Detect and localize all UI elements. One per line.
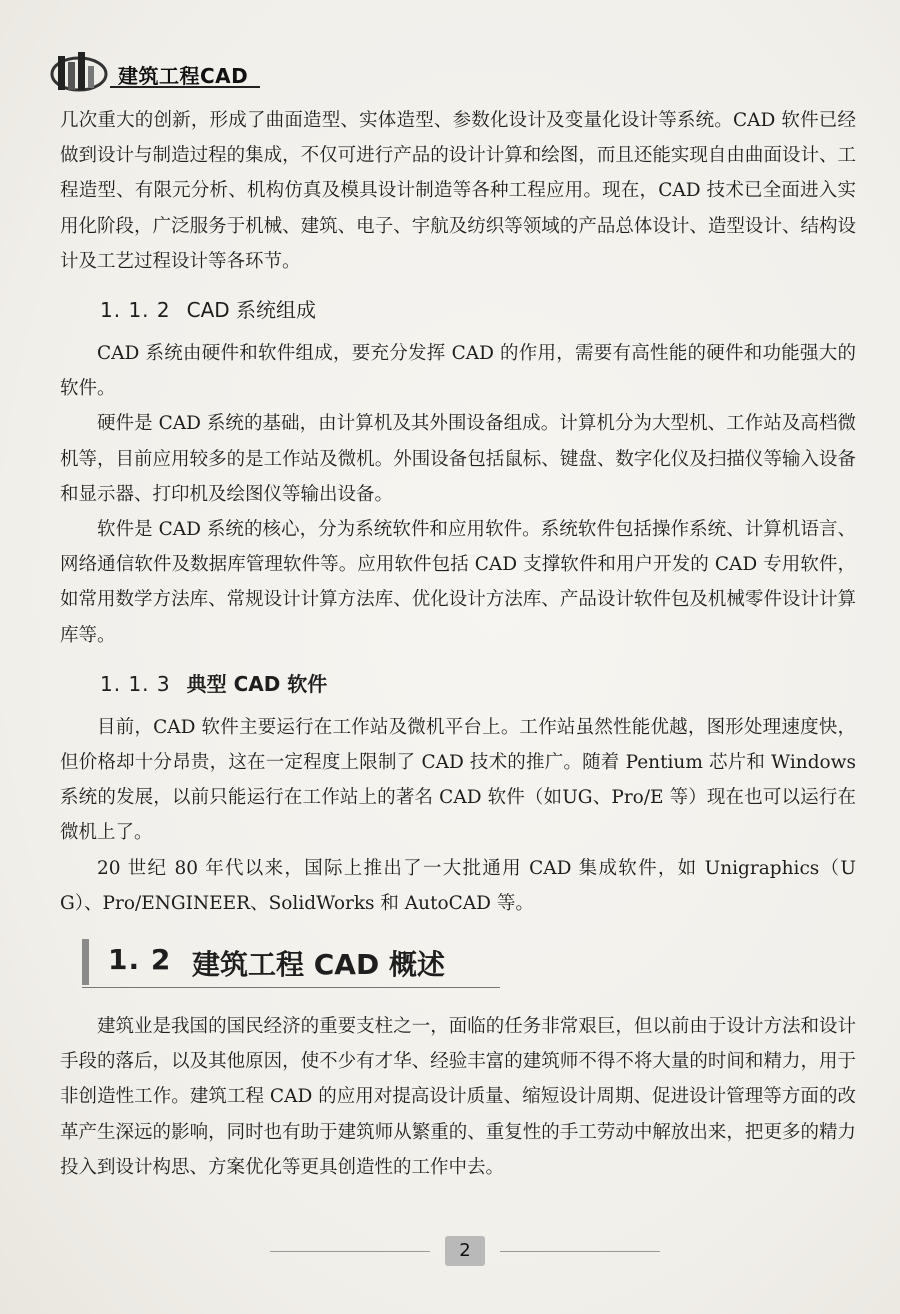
section-number: 1. 2 — [108, 943, 172, 977]
page-number: 2 — [445, 1236, 485, 1266]
subsection-title: 典型 CAD 软件 — [186, 671, 328, 696]
paragraph: 硬件是 CAD 系统的基础，由计算机及其外围设备组成。计算机分为大型机、工作站及高档微机等，目前应用较多的是工作站及微机。外围设备包括鼠标、键盘、数字化仪及扫描仪等输入设备和显示器、打印机及绘图仪等输出设备。 — [60, 413, 856, 505]
subsection-title: CAD 系统组成 — [186, 298, 317, 323]
footer-rule-right — [500, 1251, 660, 1252]
section-marker-bar — [82, 939, 89, 985]
subsection-number: 1. 1. 3 — [100, 671, 171, 696]
page-body — [60, 103, 856, 1185]
book-title: 建筑工程CAD — [118, 64, 249, 88]
book-logo-icon — [48, 50, 110, 96]
subsection-heading-1-1-2 — [100, 293, 856, 328]
paragraph: 几次重大的创新，形成了曲面造型、实体造型、参数化设计及变量化设计等系统。CAD 软件已经做到设计与制造过程的集成，不仅可进行产品的设计计算和绘图，而且还能实现自由曲面设计、工程造型、有限元分析、机构仿真及模具设计制造等各种工程应用。现在，CAD 技术已全面进入实用化阶段，广泛服务于机械、建筑、电子、宇航及纺织等领域的产品总体设计、造型设计、结构设计及工艺过程设计等各环节。 — [60, 110, 856, 272]
paragraph: 软件是 CAD 系统的核心，分为系统软件和应用软件。系统软件包括操作系统、计算机语言、网络通信软件及数据库管理软件等。应用软件包括 CAD 支撑软件和用户开发的 CAD 专用软件，如常用数学方法库、常规设计计算方法库、优化设计方法库、产品设计软件包及机械零件设计计算库等。 — [60, 519, 856, 646]
subsection-heading-1-1-3 — [100, 667, 856, 702]
section-heading-1-2 — [60, 933, 856, 995]
paragraph: 20 世纪 80 年代以来，国际上推出了一大批通用 CAD 集成软件，如 Unigraphics（UG）、Pro/ENGINEER、SolidWorks 和 AutoCAD 等。 — [60, 857, 856, 914]
paragraph: 目前，CAD 软件主要运行在工作站及微机平台上。工作站虽然性能优越，图形处理速度快，但价格却十分昂贵，这在一定程度上限制了 CAD 技术的推广。随着 Pentium 芯片和 Windows 系统的发展，以前只能运行在工作站上的著名 CAD 软件（如UG、Pro/E 等）现在也可以运行在微机上了。 — [60, 716, 856, 844]
section-title: 建筑工程 CAD 概述 — [192, 948, 445, 982]
running-header — [48, 50, 258, 96]
paragraph: CAD 系统由硬件和软件组成，要充分发挥 CAD 的作用，需要有高性能的硬件和功能强大的软件。 — [60, 343, 856, 400]
footer-rule-left — [270, 1251, 430, 1252]
section-underline — [82, 987, 500, 988]
page-footer — [270, 1234, 660, 1268]
paragraph: 建筑业是我国的国民经济的重要支柱之一，面临的任务非常艰巨，但以前由于设计方法和设计手段的落后，以及其他原因，使不少有才华、经验丰富的建筑师不得不将大量的时间和精力，用于非创造性工作。建筑工程 CAD 的应用对提高设计质量、缩短设计周期、促进设计管理等方面的改革产生深远的影响，同时也有助于建筑师从繁重的、重复性的手工劳动中解放出来，把更多的精力投入到设计构思、方案优化等更具创造性的工作中去。 — [60, 1016, 856, 1178]
subsection-number: 1. 1. 2 — [100, 298, 171, 323]
